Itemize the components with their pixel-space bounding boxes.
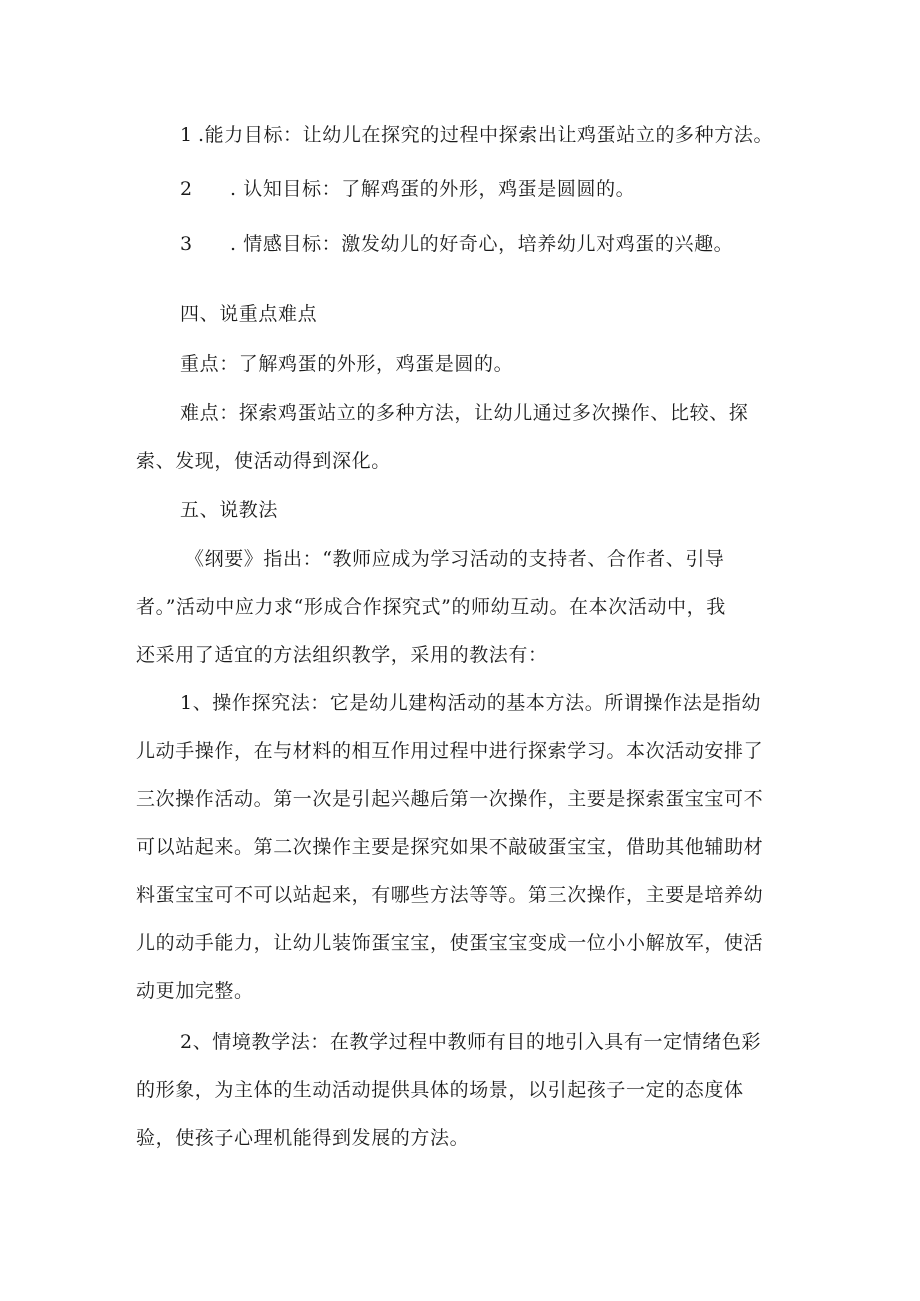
- method-2-line: 的形象，为主体的生动活动提供具体的场景，以引起孩子一定的态度体: [136, 1079, 744, 1101]
- method-1-line: 儿动手操作，在与材料的相互作用过程中进行探索学习。本次活动安排了: [136, 740, 764, 762]
- goal-1-text: .能力目标：让幼儿在探究的过程中探索出让鸡蛋站立的多种方法。: [198, 124, 774, 146]
- method-1-line: 1、操作探究法：它是幼儿建构活动的基本方法。所谓操作法是指幼: [180, 692, 762, 714]
- quote-line: 《纲要》指出：“教师应成为学习活动的支持者、合作者、引导: [185, 548, 725, 570]
- section-5-heading: 五、说教法: [180, 499, 279, 521]
- goal-3-number: 3: [180, 233, 193, 255]
- goal-2-text: . 认知目标：了解鸡蛋的外形，鸡蛋是圆圆的。: [230, 178, 636, 200]
- method-1-line: 料蛋宝宝可不可以站起来，有哪些方法等等。第三次操作，主要是培养幼: [136, 884, 764, 906]
- method-1-line: 动更加完整。: [136, 980, 254, 1002]
- goal-3-text: . 情感目标：激发幼儿的好奇心，培养幼儿对鸡蛋的兴趣。: [230, 233, 734, 255]
- goal-1-number: 1: [180, 124, 193, 146]
- difficulty-line: 索、发现，使活动得到深化。: [136, 450, 391, 472]
- quote-line: 者。”活动中应力求“形成合作探究式”的师幼互动。在本次活动中，我: [136, 596, 726, 618]
- quote-line: 还采用了适宜的方法组织教学，采用的教法有：: [136, 644, 548, 666]
- method-1-line: 儿的动手能力，让幼儿装饰蛋宝宝，使蛋宝宝变成一位小小解放军，使活: [136, 932, 764, 954]
- method-1-line: 可以站起来。第二次操作主要是探究如果不敲破蛋宝宝，借助其他辅助材: [136, 836, 764, 858]
- method-1-line: 三次操作活动。第一次是引起兴趣后第一次操作，主要是探索蛋宝宝可不: [136, 788, 764, 810]
- goal-2-number: 2: [180, 178, 193, 200]
- difficulty-line: 难点：探索鸡蛋站立的多种方法，让幼儿通过多次操作、比较、探: [180, 402, 749, 424]
- method-2-line: 2、情境教学法：在教学过程中教师有目的地引入具有一定情绪色彩: [180, 1031, 762, 1053]
- section-4-heading: 四、说重点难点: [180, 303, 318, 325]
- method-2-line: 验，使孩子心理机能得到发展的方法。: [136, 1127, 470, 1149]
- key-point: 重点：了解鸡蛋的外形，鸡蛋是圆的。: [180, 353, 514, 375]
